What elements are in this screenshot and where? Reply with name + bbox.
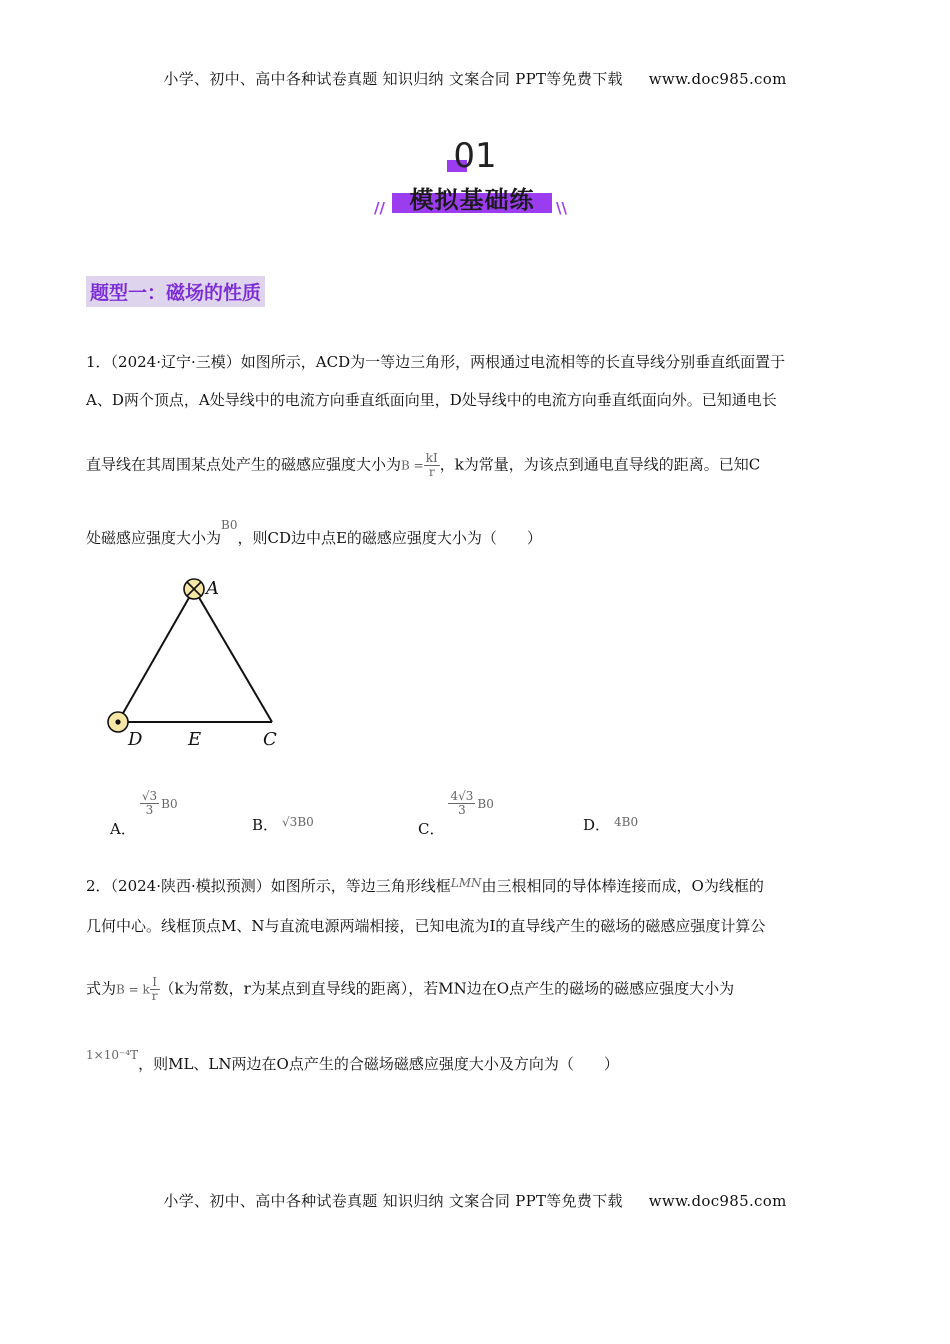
option-c-denominator: 3	[458, 803, 466, 817]
current-into-page-icon	[184, 579, 204, 599]
q1-option-b[interactable]	[252, 814, 314, 835]
q1-line2: A、D两个顶点，A处导线中的电流方向垂直纸面向里，D处导线中的电流方向垂直纸面向外。已知通电长	[86, 391, 777, 409]
q1-line1	[86, 352, 785, 372]
vertex-label-c: C	[263, 729, 277, 750]
q2-text-line3a: 式为	[86, 979, 117, 998]
option-a-fraction	[140, 790, 159, 817]
q1-text-line3a: 直导线在其周围某点处产生的磁感应强度大小为	[86, 455, 402, 474]
q2-text-line4: ，则ML、LN两边在O点产生的合磁场磁感应强度大小及方向为（ ）	[138, 1055, 619, 1073]
question-type-heading: 题型一：磁场的性质	[86, 276, 265, 307]
q2-formula-numerator: I	[150, 976, 160, 990]
q2-source: （2024·陕西·模拟预测）	[110, 877, 271, 895]
page-footer	[0, 1190, 950, 1211]
q2-text-line1a: 如图所示，等边三角形线框	[270, 877, 451, 895]
current-out-of-page-icon	[108, 712, 128, 732]
q1-text-line4a: 处磁感应强度大小为	[86, 529, 222, 547]
q1-formula-lhs: B =	[401, 458, 424, 473]
footer-text: 小学、初中、高中各种试卷真题 知识归纳 文案合同 PPT等免费下载	[163, 1192, 623, 1210]
q1-source: （2024·辽宁·三模）	[110, 353, 241, 371]
q1-option-c[interactable]	[418, 789, 494, 838]
q1-number: 1．	[86, 353, 111, 371]
q2-lmn-symbol: LMN	[450, 876, 482, 890]
q2-field-value: 1×10⁻⁴T	[86, 1048, 139, 1062]
q2-line3	[86, 976, 734, 1003]
q2-formula-fraction	[150, 976, 160, 1003]
q1-text-line4b: ，则CD边中点E的磁感应强度大小为（ ）	[237, 529, 542, 547]
option-a-denominator: 3	[145, 803, 154, 817]
q1-line4	[86, 518, 542, 549]
q1-formula-fraction	[424, 452, 440, 479]
q1-option-d[interactable]	[583, 814, 638, 835]
option-c-numerator: 4√3	[450, 789, 474, 803]
option-c-fraction	[448, 790, 475, 817]
header-url: www.doc985.com	[648, 70, 787, 88]
vertex-label-a: A	[206, 578, 219, 599]
page-header	[0, 68, 950, 89]
triangle-side-ad	[118, 589, 194, 722]
q1-triangle-figure	[100, 570, 300, 760]
option-a-label: A．	[110, 819, 136, 838]
q1-b0-symbol: B0	[221, 518, 238, 532]
q1-option-a[interactable]	[110, 789, 178, 838]
triangle-side-ac	[194, 589, 272, 722]
q2-text-line3b: （k为常数，r为某点到直导线的距离），若MN边在O点产生的磁场的磁感应强度大小为	[159, 979, 735, 998]
option-c-label: C．	[418, 819, 445, 838]
vertex-label-d: D	[128, 729, 143, 750]
q2-number: 2．	[86, 877, 111, 895]
option-d-value: 4B0	[614, 815, 639, 829]
q1-line3	[86, 452, 760, 479]
midpoint-label-e: E	[188, 729, 202, 750]
q1-formula-numerator: kI	[425, 451, 438, 465]
option-c-tail: B0	[477, 796, 494, 811]
section-title: 模拟基础练	[409, 186, 535, 214]
footer-url: www.doc985.com	[648, 1192, 787, 1210]
q1-text-line3b: ，k为常量，为该点到通电直导线的距离。已知C	[439, 455, 761, 474]
slash-left-decoration: //	[374, 199, 385, 217]
q2-formula-lhs: B = k	[116, 982, 150, 997]
q2-line1	[86, 876, 764, 897]
option-b-value: √3B0	[282, 815, 314, 829]
slash-right-decoration: \\	[556, 199, 567, 217]
option-a-tail: B0	[161, 796, 178, 811]
q2-line2: 几何中心。线框顶点M、N与直流电源两端相接，已知电流为I的直导线产生的磁场的磁感应强度计算公	[86, 917, 766, 935]
q1-formula-denominator: r	[428, 465, 435, 479]
option-b-label: B．	[252, 816, 279, 834]
header-text: 小学、初中、高中各种试卷真题 知识归纳 文案合同 PPT等免费下载	[163, 70, 623, 88]
option-a-numerator: √3	[141, 789, 158, 803]
q2-text-line1b: 由三根相同的导体棒连接而成，O为线框的	[481, 877, 764, 895]
q2-line4	[86, 1048, 619, 1075]
q1-text-line1: 如图所示，ACD为一等边三角形，两根通过电流相等的长直导线分别垂直纸面置于	[240, 353, 786, 371]
option-d-label: D．	[583, 816, 611, 834]
q2-formula-denominator: r	[151, 989, 158, 1003]
section-number: 01	[453, 136, 497, 176]
